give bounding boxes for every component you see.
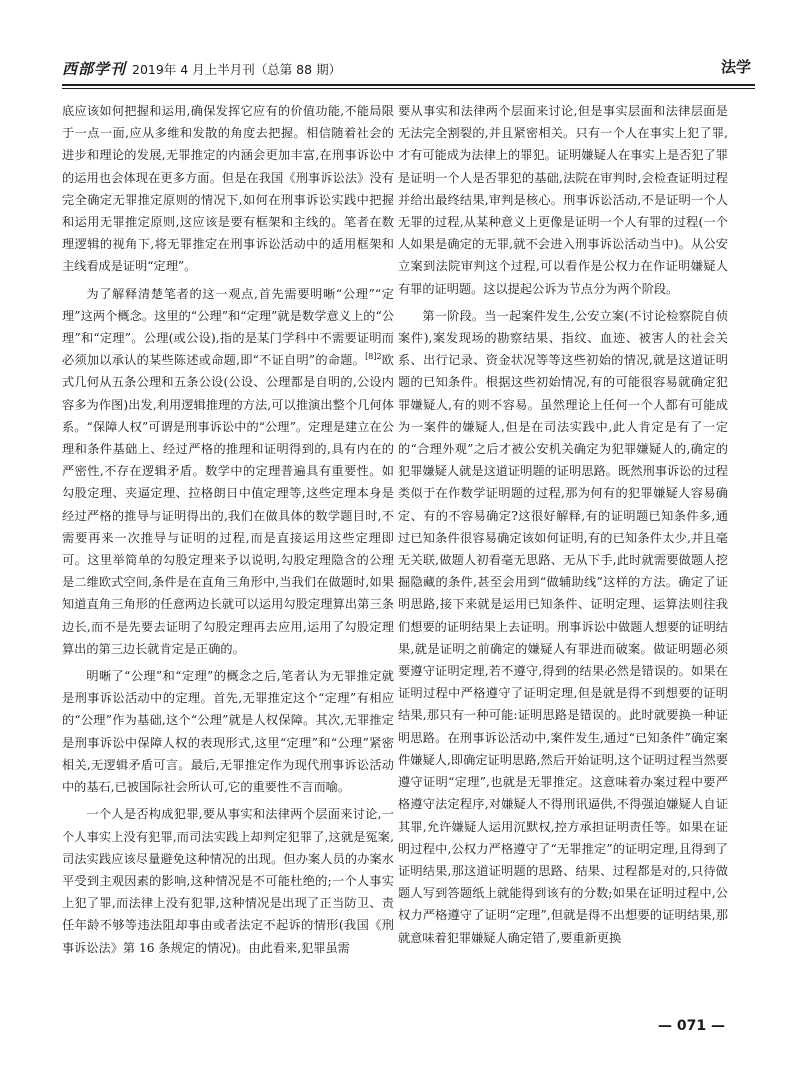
paragraph-text: 为了解释清楚笔者的这一观点,首先需要明晰“公理”“定理”这两个概念。这里的“公理”和“定理”就是数学意义上的“公理”和“定理”。公理(或公设),指的是某门学科中不需要证明而必须加以承认的某些陈述或命题,即“不证自明”的命题。 bbox=[62, 286, 394, 368]
journal-logo: 西部学刊 bbox=[62, 60, 127, 78]
paragraph: 底应该如何把握和运用,确保发挥它应有的价值功能,不能局限于一点一面,应从多维和发散的角度去把握。相信随着社会的进步和理论的发展,无罪推定的内涵会更加丰富,在刑事诉讼中的运用也会体现在更多方面。但是在我国《刑事诉讼法》没有完全确定无罪推定原则的情况下,如何在刑事诉讼实践中把握和运用无罪推定原则,这应该是要有框架和主线的。笔者在数理逻辑的视角下,将无罪推定在刑事诉讼活动中的适用框架和主线看成是证明“定理”。 bbox=[62, 104, 394, 274]
issue-info: 2019年 4 月上半月刊（总第 88 期） bbox=[132, 62, 342, 77]
section-title: 法学 bbox=[720, 58, 751, 76]
paragraph: 一个人是否构成犯罪,要从事实和法律两个层面来讨论,一个人事实上没有犯罪,而司法实践上却判定犯罪了,这就是冤案,司法实践应该尽量避免这种情况的出现。但办案人员的办案水平受到主观因素的影响,这种情况是不可能杜绝的;一个人事实上犯了罪,而法律上没有犯罪,这种情况是出现了正当防卫、责任年龄不够等违法阻却事由或者法定不起诉的情形(我国《刑事诉讼法》第 16 条规定的情况)。由此看来,犯罪虽需 bbox=[62, 807, 394, 955]
paragraph: 明晰了“公理”和“定理”的概念之后,笔者认为无罪推定就是刑事诉讼活动中的定理。首先,无罪推定这个“定理”有相应的“公理”作为基础,这个“公理”就是人权保障。其次,无罪推定是刑事诉讼中保障人权的表现形式,这里“定理”和“公理”紧密相关,无逻辑矛盾可言。最后,无罪推定作为现代刑事诉讼活动中的基石,已被国际社会所认可,它的重要性不言而喻。 bbox=[62, 669, 394, 795]
left-column bbox=[62, 100, 394, 964]
paragraph bbox=[62, 283, 394, 660]
paragraph-text: 欧式几何从五条公理和五条公设(公设、公理都是自明的,公设内容多为作图)出发,利用逻辑推理的方法,可以推演出整个几何体系。“保障人权”可谓是刑事诉讼中的“公理”。定理是建立在公理和条件基础上、经过严格的推理和证明得到的,具有内在的严密性,不存在逻辑矛盾。数学中的定理普遍具有重要性。如勾股定理、夹逼定理、拉格朗日中值定理等,这些定理本身是经过严格的推导与证明得出的,我们在做具体的数学题目时,不需要再来一次推导与证明的过程,而是直接运用这些定理即可。这里举简单的勾股定理来予以说明,勾股定理隐含的公理是二维欧式空间,条件是在直角三角形中,当我们在做题时,如果知道直角三角形的任意两边长就可以运用勾股定理算出第三条边长,而不是先要去证明了勾股定理再去应用,运用了勾股定理算出的第三边长就肯定是正确的。 bbox=[62, 353, 394, 656]
paragraph: 要从事实和法律两个层面来讨论,但是事实层面和法律层面是无法完全割裂的,并且紧密相关。只有一个人在事实上犯了罪,才有可能成为法律上的罪犯。证明嫌疑人在事实上是否犯了罪是证明一个人是否罪犯的基础,法院在审判时,会检查证明过程并给出最终结果,审判是核心。刑事诉讼活动,不是证明一个人无罪的过程,从某种意义上更像是证明一个人有罪的过程(一个人如果是确定的无罪,就不会进入刑事诉讼活动当中)。从公安立案到法院审判这个过程,可以看作是公权力在作证明嫌疑人有罪的证明题。这以提起公诉为节点分为两个阶段。 bbox=[398, 104, 728, 296]
header-rule-thin bbox=[62, 88, 755, 89]
citation: [8]2 bbox=[365, 352, 382, 362]
header-journal-info bbox=[62, 58, 341, 79]
page-number: — 071 — bbox=[658, 1018, 725, 1034]
header-rule bbox=[62, 84, 755, 86]
right-column bbox=[398, 100, 728, 954]
running-header bbox=[62, 56, 755, 82]
paragraph: 第一阶段。当一起案件发生,公安立案(不讨论检察院自侦案件),案发现场的勘察结果、指纹、血迹、被害人的社会关系、出行记录、资金状况等等这些初始的情况,就是这道证明题的已知条件。根据这些初始情况,有的可能很容易就确定犯罪嫌疑人,有的则不容易。虽然理论上任何一个人都有可能成为一案件的嫌疑人,但是在司法实践中,此人肯定是有了一定的“合理外观”之后才被公安机关确定为犯罪嫌疑人的,确定的犯罪嫌疑人就是这道证明题的证明思路。既然刑事诉讼的过程类似于在作数学证明题的过程,那为何有的犯罪嫌疑人容易确定、有的不容易确定?这很好解释,有的证明题已知条件多,通过已知条件很容易确定该如何证明,有的已知条件太少,并且毫无关联,做题人初看毫无思路、无从下手,此时就需要做题人挖掘隐藏的条件,甚至会用到“做辅助线”这样的方法。确定了证明思路,接下来就是运用已知条件、证明定理、运算法则往我们想要的证明结果上去证明。刑事诉讼中做题人想要的证明结果,就是证明之前确定的嫌疑人有罪进而破案。做证明题必须要遵守证明定理,若不遵守,得到的结果必然是错误的。如果在证明过程中严格遵守了证明定理,但是就是得不到想要的证明结果,那只有一种可能:证明思路是错误的。此时就要换一种证明思路。在刑事诉讼活动中,案件发生,通过“已知条件”确定案件嫌疑人,即确定证明思路,然后开始证明,这个证明过程当然要遵守证明“定理”,也就是无罪推定。这意味着办案过程中要严格遵守法定程序,对嫌疑人不得刑讯逼供,不得强迫嫌疑人自证其罪,允许嫌疑人运用沉默权,控方承担证明责任等。如果在证明过程中,公权力严格遵守了“无罪推定”的证明定理,且得到了证明结果,那这道证明题的思路、结果、过程都是对的,只待做题人写到答题纸上就能得到该有的分数;如果在证明过程中,公权力严格遵守了证明“定理”,但就是得不出想要的证明结果,那就意味着犯罪嫌疑人确定错了,要重新更换 bbox=[398, 308, 728, 945]
